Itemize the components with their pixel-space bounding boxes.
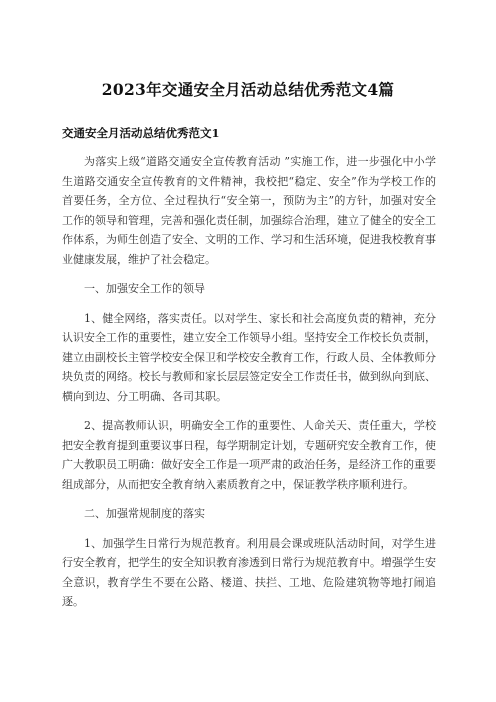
document-body [62,152,436,622]
section-heading-leadership: 一、加强安全工作的领导 [84,282,205,295]
section-subtitle: 交通安全月活动总结优秀范文1 [62,126,220,140]
section-heading-rules: 二、加强常规制度的落实 [84,507,205,520]
paragraph-teacher-awareness: 2、提高教师认识，明确安全工作的重要性、人命关天、责任重大，学校把安全教育提到重要议事日程，每学期制定计划，专题研究安全教育工作，使广大教职员工明确：做好安全工作是一项严肃的政治任务，是经济工作的重要组成部分，从而把安全教育纳入素质教育之中，保证教学秩序顺利进行。 [62,419,436,491]
intro-paragraph: 为落实上级“道路交通安全宣传教育活动 ”实施工作，进一步强化中小学生道路交通安全宣传教育的文件精神，我校把“稳定、安全”作为学校工作的首要任务，全方位、全过程执行“安全第一，预防为主”的方针，加强对安全工作的领导和管理，完善和强化责任制，加强综合治理，建立了健全的安全工作体系，为师生创造了安全、文明的工作、学习和生活环境，促进我校教育事业健康发展，维护了社会稳定。 [62,155,436,266]
paragraph-student-behavior: 1、加强学生日常行为规范教育。利用晨会课或班队活动时间，对学生进行安全教育，把学生的安全知识教育渗透到日常行为规范教育中。增强学生安全意识，教育学生不要在公路、楼道、扶拦、工地、危险建筑物等地打闹追逐。 [62,536,436,608]
document-title: 2023年交通安全月活动总结优秀范文4篇 [101,80,395,99]
paragraph-network: 1、健全网络，落实责任。以对学生、家长和社会高度负责的精神，充分认识安全工作的重要性，建立安全工作领导小组。坚持安全工作校长负责制，建立由副校长主管学校安全保卫和学校安全教育工作，行政人员、全体教师分块负责的网络。校长与教师和家长层层签定安全工作责任书，做到纵向到底、横向到边、分工明确、各司其职。 [62,311,436,403]
